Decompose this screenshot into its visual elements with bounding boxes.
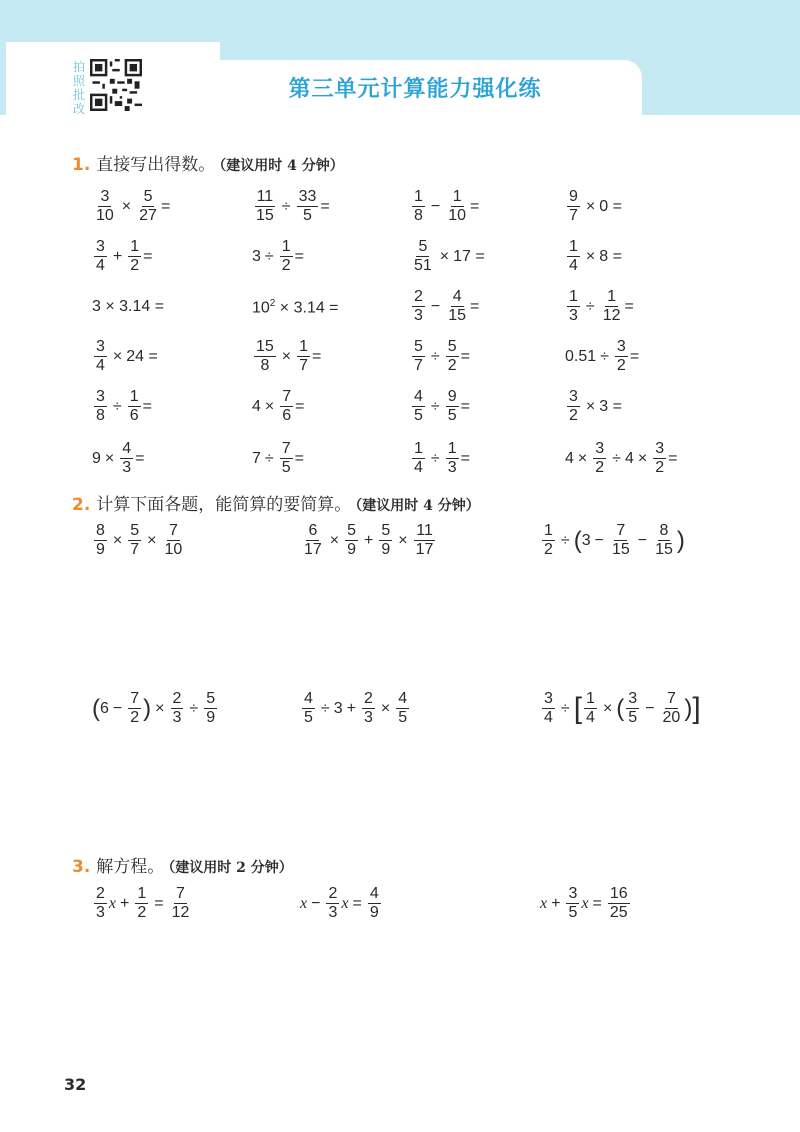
problem: $\frac{3}{8}$ ÷ $\frac{1}{6}$ = bbox=[96, 388, 152, 424]
problem: $\frac{15}{8}$ × $\frac{1}{7}$ = bbox=[256, 338, 322, 374]
problem: $\frac{5}{7}$ ÷ $\frac{5}{2}$ = bbox=[414, 338, 470, 374]
problem: $\frac{3}{2}$ × 3 = bbox=[569, 388, 622, 424]
problem: 3 × 3.14 = bbox=[92, 298, 165, 315]
problem: $\frac{4}{5}$ ÷ 3 + $\frac{2}{3}$ × $\frac{4}{5}$ bbox=[304, 690, 408, 726]
problem: $\frac{1}{8}$ − $\frac{1}{10}$ = bbox=[414, 188, 480, 224]
problem: $\frac{2}{3}$ − $\frac{4}{15}$ = bbox=[414, 288, 480, 324]
problem: $\frac{11}{15}$ ÷ $\frac{33}{5}$ = bbox=[256, 188, 330, 224]
equation: x + $\frac{3}{5}$ x = $\frac{16}{25}$ bbox=[540, 885, 628, 921]
problem: $\frac{9}{7}$ × 0 = bbox=[569, 188, 622, 224]
problem: 4 × $\frac{3}{2}$ ÷ 4 × $\frac{3}{2}$ = bbox=[565, 440, 678, 476]
page-number: 32 bbox=[64, 1075, 87, 1094]
page-title: 第三单元计算能力强化练 bbox=[288, 77, 542, 102]
equation: x − $\frac{2}{3}$ x = $\frac{4}{9}$ bbox=[300, 885, 379, 921]
header-band-right bbox=[642, 0, 800, 115]
problem: $\frac{1}{3}$ ÷ $\frac{1}{12}$ = bbox=[569, 288, 634, 324]
problem: 0.51 ÷ $\frac{3}{2}$ = bbox=[565, 338, 640, 374]
section-2-number: 2. bbox=[72, 495, 91, 515]
section-1-heading bbox=[72, 150, 344, 175]
section-2-label: 计算下面各题，能简算的要简算。 bbox=[96, 495, 352, 515]
problem: 9 × $\frac{4}{3}$ = bbox=[92, 440, 145, 476]
problem: 7 ÷ $\frac{7}{5}$ = bbox=[252, 440, 304, 476]
problem: $\frac{4}{5}$ ÷ $\frac{9}{5}$ = bbox=[414, 388, 470, 424]
section-3-heading bbox=[72, 852, 293, 877]
problem: $\frac{3}{4}$ ÷ [ $\frac{1}{4}$ × ( $\frac{3}{5}$ − $\frac{7}{20}$ ) ] bbox=[544, 690, 701, 726]
problem: $\frac{6}{17}$ × $\frac{5}{9}$ + $\frac{5}{9}$ × $\frac{11}{17}$ bbox=[304, 522, 434, 558]
qr-code-icon[interactable] bbox=[90, 59, 142, 111]
problem: 3 ÷ $\frac{1}{2}$ = bbox=[252, 238, 304, 274]
problem: $\frac{1}{2}$ ÷ ( 3 − $\frac{7}{15}$ − $\frac{8}{15}$ ) bbox=[544, 522, 685, 558]
equation: $\frac{2}{3}$ x + $\frac{1}{2}$ = $\frac{7}{12}$ bbox=[96, 885, 190, 921]
section-2-hint: （建议用时 4 分钟） bbox=[355, 498, 480, 514]
section-3-number: 3. bbox=[72, 857, 91, 877]
section-2-heading bbox=[72, 490, 480, 515]
problem: $10^2 \times 3.14$ = bbox=[252, 298, 339, 317]
problem: $\frac{3}{4}$ × 24 = bbox=[96, 338, 158, 374]
problem: ( 6 − $\frac{7}{2}$ ) × $\frac{2}{3}$ ÷ $\frac{5}{9}$ bbox=[92, 690, 216, 726]
section-3-hint: （建议用时 2 分钟） bbox=[168, 860, 293, 876]
section-1-hint: （建议用时 4 分钟） bbox=[219, 158, 344, 174]
problem: $\frac{5}{51}$ × 17 = bbox=[414, 238, 485, 274]
section-1-number: 1. bbox=[72, 155, 91, 175]
problem: $\frac{1}{4}$ ÷ $\frac{1}{3}$ = bbox=[414, 440, 470, 476]
problem: $\frac{8}{9}$ × $\frac{5}{7}$ × $\frac{7}{10}$ bbox=[96, 522, 183, 558]
problem: $\frac{3}{10}$ × $\frac{5}{27}$ = bbox=[96, 188, 171, 224]
problem: $\frac{1}{4}$ × 8 = bbox=[569, 238, 622, 274]
scan-label: 拍照批改 bbox=[72, 60, 85, 116]
problem: 4 × $\frac{7}{6}$ = bbox=[252, 388, 305, 424]
problem: $\frac{3}{4}$ + $\frac{1}{2}$ = bbox=[96, 238, 153, 274]
section-1-label: 直接写出得数。 bbox=[96, 155, 216, 175]
section-3-label: 解方程。 bbox=[96, 857, 165, 877]
